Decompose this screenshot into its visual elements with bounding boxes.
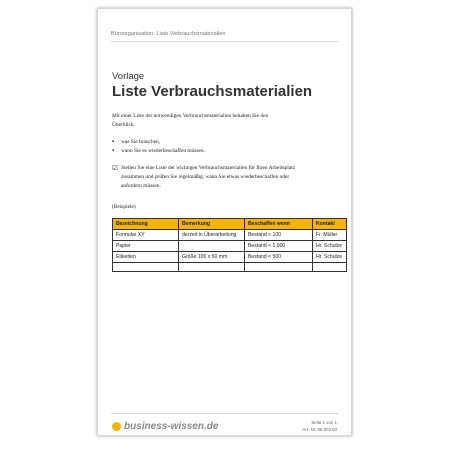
table-cell: Hr. Schulze bbox=[313, 252, 347, 263]
table-cell bbox=[113, 263, 179, 272]
table-cell: Bestand < 100 bbox=[245, 230, 313, 241]
materials-table bbox=[112, 218, 347, 272]
header-divider bbox=[111, 41, 338, 42]
bullet-item: ▪ wann Sie es wiederbeschaffen müssen. bbox=[112, 147, 312, 156]
page-number: Seite 1 von 1 bbox=[311, 420, 337, 425]
table-cell: Bestand < 1.000 bbox=[245, 241, 313, 252]
document-kicker: Vorlage bbox=[112, 71, 145, 82]
column-header: Bezeichnung bbox=[113, 219, 179, 230]
table-row bbox=[113, 230, 347, 241]
table-cell: Bestand < 500 bbox=[245, 252, 313, 263]
document-title: Liste Verbrauchsmaterialien bbox=[112, 83, 313, 100]
table-cell bbox=[245, 263, 313, 272]
table-cell: Papier bbox=[113, 241, 179, 252]
document-category: Büroorganisation: Liste Verbrauchsmaterialien bbox=[111, 31, 226, 37]
logo-text: business-wissen.de bbox=[124, 421, 219, 432]
table-cell: Etiketten bbox=[113, 252, 179, 263]
table-cell bbox=[313, 263, 347, 272]
business-wissen-logo bbox=[112, 421, 218, 432]
intro-paragraph: Mit einer Liste der notwendigen Verbrauchsmaterialien behalten Sie den Überblick, bbox=[112, 113, 269, 128]
bullet-item: ▪ was Sie brauchen, bbox=[112, 138, 312, 147]
table-cell: derzeit in Überarbeitung bbox=[179, 230, 245, 241]
column-header: Kontakt bbox=[313, 219, 347, 230]
document-page bbox=[97, 8, 352, 436]
checklist-text: Stellen Sie eine Liste der wichtigen Verbrauchsmaterialien für Ihren Arbeitsplatz zusammen und prüfen Sie regelmäßig, wann Sie etwas wiederbeschaffen oder anfordern müssen. bbox=[121, 165, 295, 189]
table-cell bbox=[179, 241, 245, 252]
footer-divider bbox=[111, 413, 338, 414]
table-cell: Fr. Müller bbox=[313, 230, 347, 241]
article-number: Art.-Nr. 06.003.03 bbox=[302, 427, 337, 432]
logo-dot-icon bbox=[112, 422, 121, 431]
table-row-empty bbox=[113, 263, 347, 272]
column-header: Beschaffen wenn bbox=[245, 219, 313, 230]
table-cell: Hr. Schulze bbox=[313, 241, 347, 252]
checklist-paragraph bbox=[112, 164, 308, 191]
table-cell: Größe 100 x 50 mm bbox=[179, 252, 245, 263]
column-header: Bemerkung bbox=[179, 219, 245, 230]
table-row bbox=[113, 241, 347, 252]
example-label: (Beispiele) bbox=[112, 204, 136, 210]
footer-meta bbox=[302, 419, 337, 433]
checkbox-icon: ☑ bbox=[112, 165, 118, 172]
bullet-list bbox=[112, 138, 312, 156]
table-row bbox=[113, 252, 347, 263]
table-cell: Formular XY bbox=[113, 230, 179, 241]
table-header-row bbox=[113, 219, 347, 230]
table-cell bbox=[179, 263, 245, 272]
